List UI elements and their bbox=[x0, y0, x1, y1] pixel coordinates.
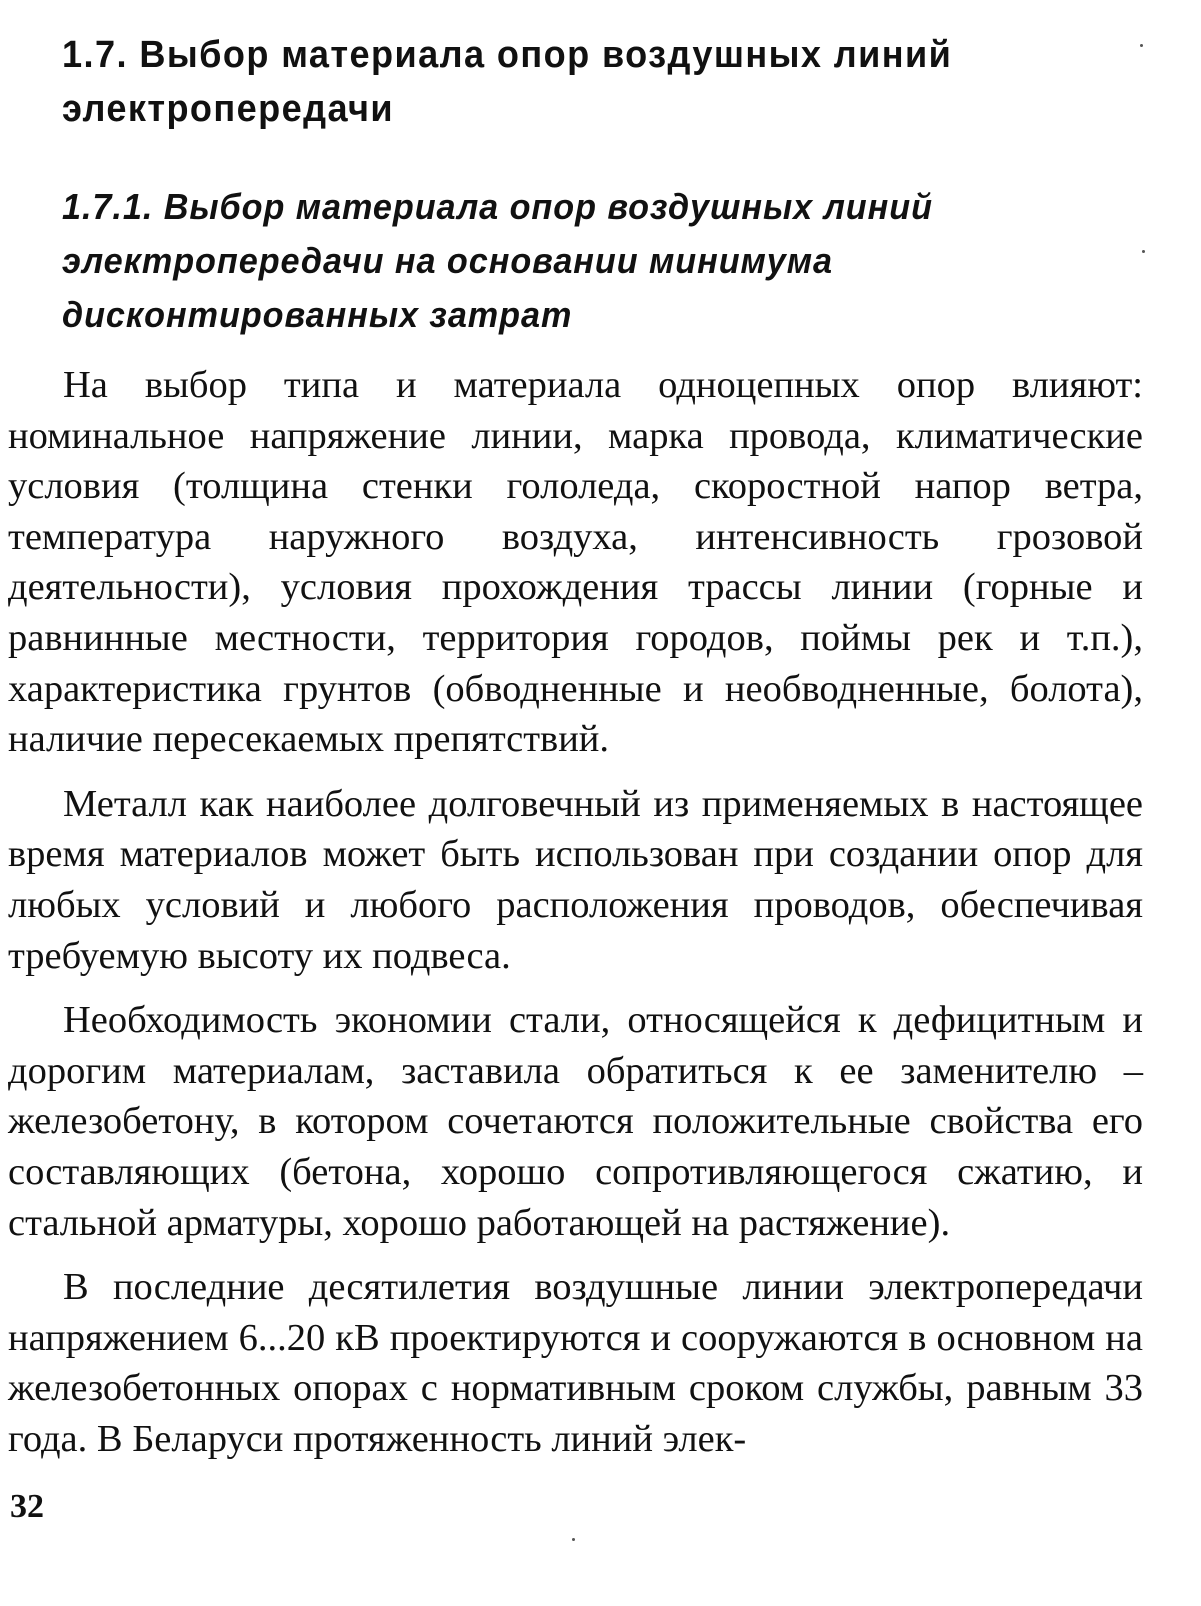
section-heading: 1.7. Выбор материала опор воздушных линий электропередачи bbox=[62, 34, 953, 130]
page-number: 32 bbox=[10, 1488, 44, 1525]
body-text bbox=[8, 360, 1143, 1464]
scan-speck bbox=[1140, 44, 1143, 47]
paragraph-1: На выбор типа и материала одноцепных опор влияют: номинальное напряжение линии, марка провода, климатические условия (толщина стенки гололеда, скоростной напор ветра, температура наружного воздуха, интенсивность грозовой деятельности), условия прохождения трассы линии (горные и равнинные местности, территория городов, поймы рек и т.п.), характеристика грунтов (обводненные и необводненные, болота), наличие пересекаемых препятствий. bbox=[8, 364, 1143, 761]
paragraph-4: В последние десятилетия воздушные линии электропередачи напряжением 6...20 кВ проектируются и сооружаются в основном на железобетонных опорах с нормативным сроком службы, равным 33 года. В Беларуси протяженность линий элек- bbox=[8, 1266, 1143, 1460]
paragraph-2: Металл как наиболее долговечный из применяемых в настоящее время материалов может быть использован при создании опор для любых условий и любого расположения проводов, обеспечивая требуемую высоту их подвеса. bbox=[8, 782, 1143, 977]
scan-speck bbox=[1142, 250, 1145, 253]
paragraph-3: Необходимость экономии стали, относящейся к дефицитным и дорогим материалам, заставила обратиться к ее заменителю – железобетону, в котором сочетаются положительные свойства его составляющих (бетона, хорошо сопротивляющегося сжатию, и стальной арматуры, хорошо работающей на растяжение). bbox=[8, 999, 1143, 1244]
scan-speck bbox=[572, 1538, 575, 1541]
subsection-heading: 1.7.1. Выбор материала опор воздушных линий электропередачи на основании минимума дисконтированных затрат bbox=[62, 186, 933, 335]
